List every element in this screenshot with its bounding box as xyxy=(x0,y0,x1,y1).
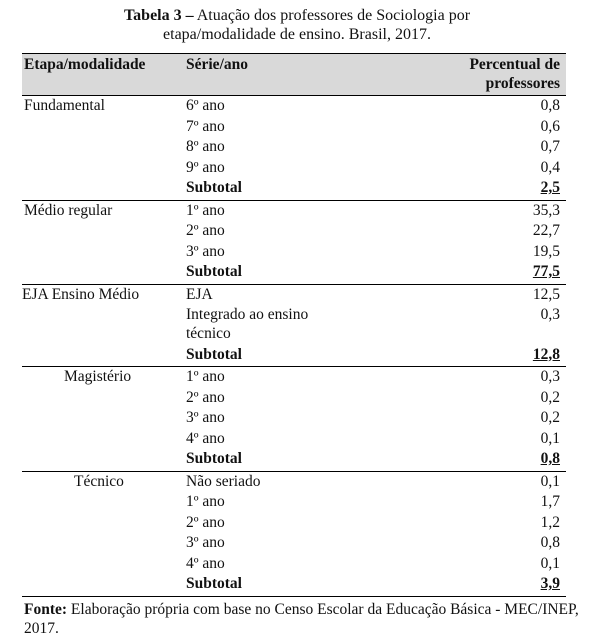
subtotal-label: Subtotal xyxy=(186,345,242,363)
row-serie: 4º ano xyxy=(186,554,225,572)
caption-line-1 xyxy=(0,6,594,25)
row-serie: 3º ano xyxy=(186,242,225,260)
row-percent: 0,1 xyxy=(540,429,560,447)
row-serie: 7º ano xyxy=(186,117,225,135)
row-percent: 0,6 xyxy=(540,117,560,135)
group-name: Fundamental xyxy=(24,97,105,114)
row-serie: 2º ano xyxy=(186,222,225,239)
row-percent: 0,2 xyxy=(540,409,560,426)
group-name: EJA Ensino Médio xyxy=(22,285,140,303)
row-percent: 0,1 xyxy=(540,554,560,572)
row-percent: 0,2 xyxy=(540,388,560,406)
group-name: Médio regular xyxy=(24,201,113,219)
caption-text-2: etapa/modalidade de ensino. Brasil, 2017. xyxy=(163,26,431,43)
subtotal-value: 2,5 xyxy=(540,179,560,196)
row-percent: 12,5 xyxy=(532,285,560,303)
row-percent: 0,7 xyxy=(540,138,560,155)
row-percent: 0,8 xyxy=(540,97,560,114)
row-serie: 1º ano xyxy=(186,493,225,510)
table-caption xyxy=(0,6,594,44)
table-source xyxy=(24,600,584,638)
row-serie: 4º ano xyxy=(186,429,225,447)
row-serie: Não seriado xyxy=(186,472,261,490)
subtotal-value: 77,5 xyxy=(532,263,560,280)
row-serie: 9º ano xyxy=(186,158,225,176)
subtotal-label: Subtotal xyxy=(186,263,242,280)
row-serie: 1º ano xyxy=(186,201,225,219)
row-percent: 22,7 xyxy=(532,222,560,239)
row-percent: 35,3 xyxy=(532,201,560,219)
caption-text-1: Atuação dos professores de Sociologia por xyxy=(196,7,471,24)
header-serie: Série/ano xyxy=(186,56,248,73)
source-label: Fonte: xyxy=(24,601,68,618)
row-percent: 0,1 xyxy=(540,472,560,490)
group-name: Magistério xyxy=(64,368,132,385)
row-serie: 3º ano xyxy=(186,534,225,551)
subtotal-label: Subtotal xyxy=(186,575,242,592)
row-percent: 0,3 xyxy=(540,306,560,323)
row-serie: 3º ano xyxy=(186,409,225,426)
subtotal-value: 0,8 xyxy=(540,450,560,467)
row-serie: 8º ano xyxy=(186,138,225,155)
header-percentual-2: professores xyxy=(485,75,560,92)
row-serie: 2º ano xyxy=(186,388,225,406)
header-percentual-1: Percentual de xyxy=(469,56,560,73)
row-serie: 1º ano xyxy=(186,368,225,385)
subtotal-value: 3,9 xyxy=(540,575,560,592)
subtotal-label: Subtotal xyxy=(186,179,242,196)
row-percent: 1,7 xyxy=(540,493,560,510)
caption-label: Tabela 3 – xyxy=(123,7,194,24)
row-serie: 2º ano xyxy=(186,513,225,531)
subtotal-value: 12,8 xyxy=(532,345,560,363)
row-serie: EJA xyxy=(186,285,213,303)
header-etapa: Etapa/modalidade xyxy=(24,56,146,73)
row-serie: 6º ano xyxy=(186,97,225,114)
group-name: Técnico xyxy=(74,472,124,490)
row-serie-cont: técnico xyxy=(186,325,231,342)
row-serie: Integrado ao ensino xyxy=(186,306,309,323)
group-rule xyxy=(22,596,566,597)
subtotal-label: Subtotal xyxy=(186,450,242,467)
table-top-rule xyxy=(22,53,566,54)
row-percent: 19,5 xyxy=(532,242,560,260)
row-percent: 0,4 xyxy=(540,158,560,176)
row-percent: 1,2 xyxy=(540,513,560,531)
row-percent: 0,3 xyxy=(540,368,560,385)
source-text: Elaboração própria com base no Censo Escolar da Educação Básica - MEC/INEP, 2017. xyxy=(24,601,579,637)
row-percent: 0,8 xyxy=(540,534,560,551)
